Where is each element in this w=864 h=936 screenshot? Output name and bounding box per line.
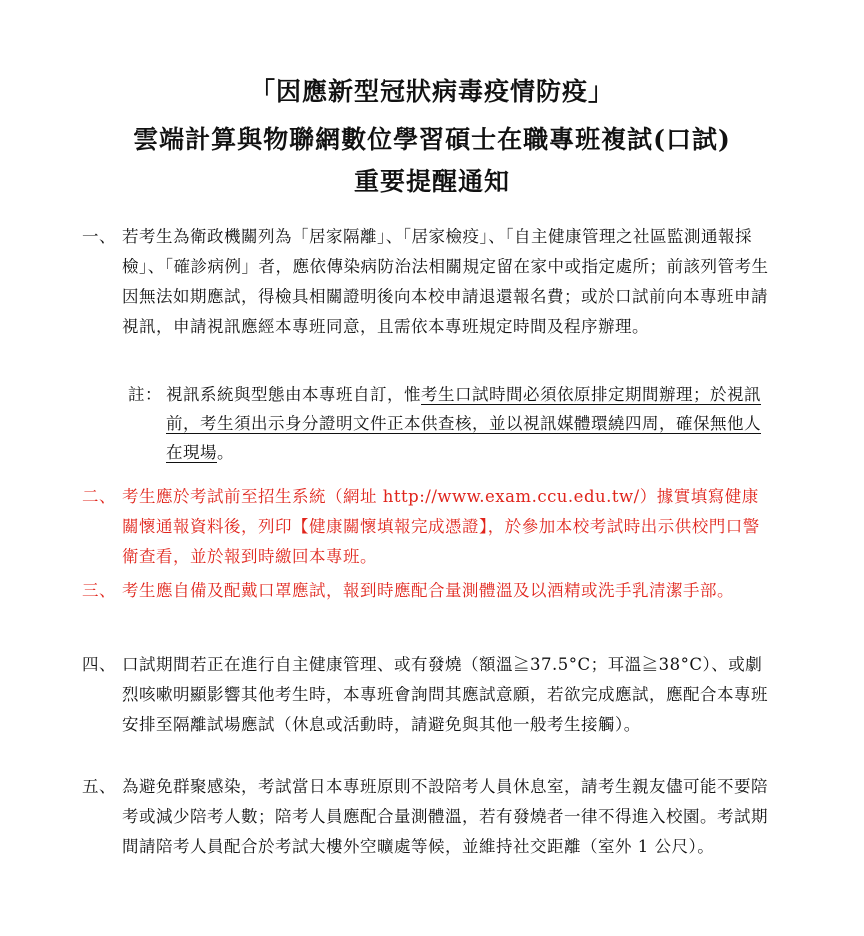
- item-number: 一、: [82, 227, 116, 246]
- item-text: 考生應自備及配戴口罩應試，報到時應配合量測體溫及以酒精或洗手乳清潔手部。: [122, 581, 734, 600]
- notice-item-5: [82, 772, 772, 862]
- notice-item-4: [82, 650, 772, 740]
- item-number: 二、: [82, 487, 116, 506]
- notice-item-1: [82, 222, 772, 342]
- item-text: 考生應於考試前至招生系統（網址 http://www.exam.ccu.edu.tw/）據實填寫健康關懷通報資料後，列印【健康關懷填報完成憑證】，於參加本校考試時出示供校門口警衛查看，並於報到時繳回本專班。: [122, 487, 760, 566]
- note-text: [166, 380, 776, 467]
- notice-note: [128, 380, 776, 467]
- item-text: 若考生為衛政機關列為「居家隔離」、「居家檢疫」、「自主健康管理之社區監測通報採檢」、「確診病例」者，應依傳染病防治法相關規定留在家中或指定處所；前該列管考生因無法如期應試，得檢具相關證明後向本校申請退還報名費；或於口試前向本專班申請視訊，申請視訊應經本專班同意，且需依本專班規定時間及程序辦理。: [122, 227, 769, 336]
- item-text: 為避免群聚感染，考試當日本專班原則不設陪考人員休息室，請考生親友儘可能不要陪考或減少陪考人數；陪考人員應配合量測體溫，若有發燒者一律不得進入校園。考試期間請陪考人員配合於考試大樓外空曠處等候，並維持社交距離（室外 1 公尺）。: [122, 777, 768, 856]
- item-number: 四、: [82, 655, 116, 674]
- item-text: 口試期間若正在進行自主健康管理、或有發燒（額溫≧37.5°C；耳溫≧38°C）、或劇烈咳嗽明顯影響其他考生時，本專班會詢問其應試意願，若欲完成應試，應配合本專班安排至隔離試場應試（休息或活動時，請避免與其他一般考生接觸）。: [122, 655, 768, 734]
- note-label: 註：: [128, 385, 162, 404]
- notice-title-line-1: 「因應新型冠狀病毒疫情防疫」: [249, 77, 614, 106]
- note-text-underlined: 考生口試時間必須依原排定期間辦理；於視訊前，考生須出示身分證明文件正本供查核，並以視訊媒體環繞四周，確保無他人在現場: [166, 385, 761, 462]
- notice-item-2: [82, 482, 772, 572]
- notice-title-line-2: 雲端計算與物聯網數位學習碩士在職專班複試(口試): [133, 125, 731, 154]
- note-text-end: 。: [217, 443, 234, 462]
- notice-title-line-3: 重要提醒通知: [353, 167, 510, 196]
- notice-item-3: [82, 576, 772, 606]
- item-number: 三、: [82, 581, 116, 600]
- note-text-plain: 視訊系統與型態由本專班自訂，惟: [166, 385, 421, 404]
- item-number: 五、: [82, 777, 116, 796]
